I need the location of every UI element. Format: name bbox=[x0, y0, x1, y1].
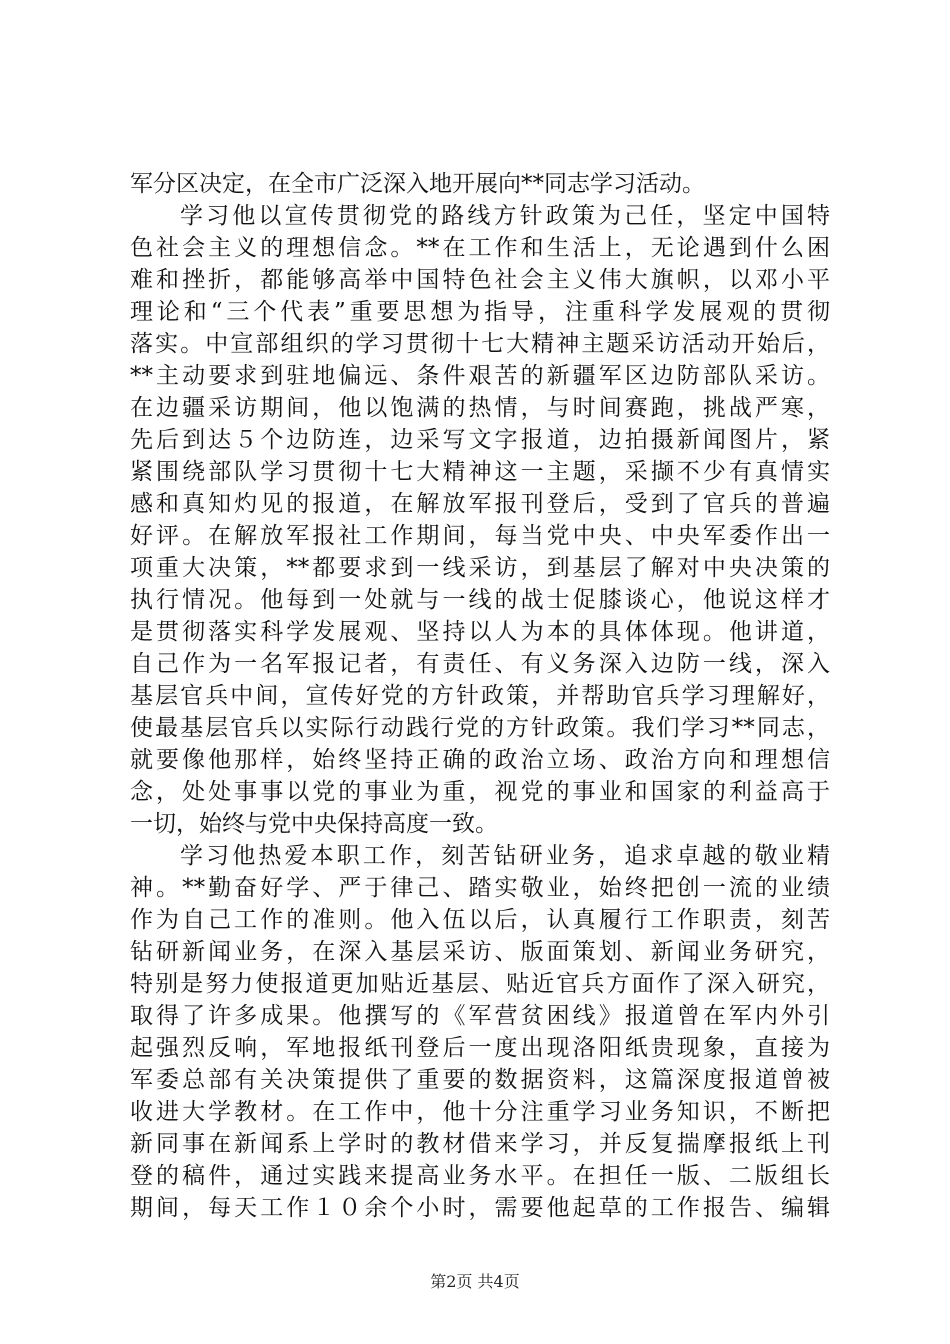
text-line: 基层官兵中间，宣传好党的方针政策，并帮助官兵学习理解好， bbox=[130, 683, 830, 709]
text-line: 念，处处事事以党的事业为重，视党的事业和国家的利益高于 bbox=[130, 779, 830, 805]
text-line: 一切，始终与党中央保持高度一致。 bbox=[130, 811, 498, 837]
text-line: 新同事在新闻系上学时的教材借来学习，并反复揣摩报纸上刊 bbox=[130, 1131, 830, 1157]
text-line: 理论和“三个代表”重要思想为指导，注重科学发展观的贯彻 bbox=[130, 299, 830, 325]
text-line: 感和真知灼见的报道，在解放军报刊登后，受到了官兵的普遍 bbox=[130, 491, 830, 517]
text-line: 就要像他那样，始终坚持正确的政治立场、政治方向和理想信 bbox=[130, 747, 830, 773]
text-line: 好评。在解放军报社工作期间，每当党中央、中央军委作出一 bbox=[130, 523, 830, 549]
text-line: 使最基层官兵以实际行动践行党的方针政策。我们学习**同志， bbox=[130, 715, 830, 741]
text-line: 登的稿件，通过实践来提高业务水平。在担任一版、二版组长 bbox=[130, 1163, 830, 1189]
paragraph-start-line: 学习他热爱本职工作，刻苦钻研业务，追求卓越的敬业精 bbox=[180, 843, 830, 869]
text-line: 作为自己工作的准则。他入伍以后，认真履行工作职责，刻苦 bbox=[130, 907, 830, 933]
text-line: 落实。中宣部组织的学习贯彻十七大精神主题采访活动开始后， bbox=[130, 331, 830, 357]
text-line: **主动要求到驻地偏远、条件艰苦的新疆军区边防部队采访。 bbox=[130, 363, 830, 389]
text-line: 神。**勤奋好学、严于律己、踏实敬业，始终把创一流的业绩 bbox=[130, 875, 830, 901]
text-line: 是贯彻落实科学发展观、坚持以人为本的具体体现。他讲道， bbox=[130, 619, 830, 645]
text-line: 难和挫折，都能够高举中国特色社会主义伟大旗帜，以邓小平 bbox=[130, 267, 830, 293]
text-line: 执行情况。他每到一处就与一线的战士促膝谈心，他说这样才 bbox=[130, 587, 830, 613]
text-line: 起强烈反响，军地报纸刊登后一度出现洛阳纸贵现象，直接为 bbox=[130, 1035, 830, 1061]
text-line: 自己作为一名军报记者，有责任、有义务深入边防一线，深入 bbox=[130, 651, 830, 677]
text-line: 收进大学教材。在工作中，他十分注重学习业务知识，不断把 bbox=[130, 1099, 830, 1125]
text-line: 项重大决策，**都要求到一线采访，到基层了解对中央决策的 bbox=[130, 555, 830, 581]
text-line: 钻研新闻业务，在深入基层采访、版面策划、新闻业务研究， bbox=[130, 939, 830, 965]
text-line: 紧围绕部队学习贯彻十七大精神这一主题，采撷不少有真情实 bbox=[130, 459, 830, 485]
text-line: 期间，每天工作１０余个小时，需要他起草的工作报告、编辑 bbox=[130, 1195, 830, 1221]
text-line: 军分区决定，在全市广泛深入地开展向**同志学习活动。 bbox=[130, 171, 705, 197]
text-line: 特别是努力使报道更加贴近基层、贴近官兵方面作了深入研究， bbox=[130, 971, 830, 997]
text-line: 在边疆采访期间，他以饱满的热情，与时间赛跑，挑战严寒， bbox=[130, 395, 830, 421]
text-line: 色社会主义的理想信念。**在工作和生活上，无论遇到什么困 bbox=[130, 235, 830, 261]
page-number-footer: 第2页 共4页 bbox=[430, 1272, 520, 1291]
text-line: 取得了许多成果。他撰写的《军营贫困线》报道曾在军内外引 bbox=[130, 1003, 830, 1029]
text-line: 军委总部有关决策提供了重要的数据资料，这篇深度报道曾被 bbox=[130, 1067, 830, 1093]
text-line: 先后到达５个边防连，边采写文字报道，边拍摄新闻图片，紧 bbox=[130, 427, 830, 453]
paragraph-start-line: 学习他以宣传贯彻党的路线方针政策为己任，坚定中国特 bbox=[180, 203, 830, 229]
